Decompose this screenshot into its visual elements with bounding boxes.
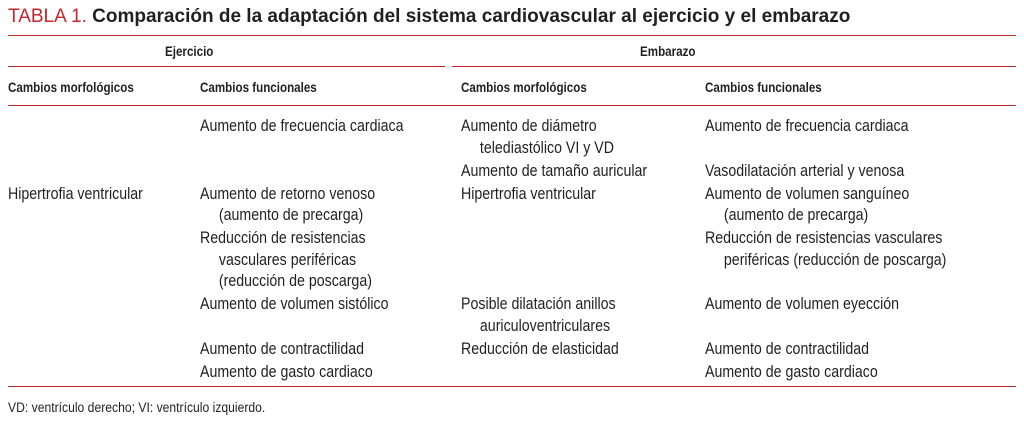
- cell-line: Hipertrofia ventricular: [461, 184, 596, 203]
- cell-line: Vasodilatación arterial y venosa: [705, 161, 905, 180]
- table-cell-ej-func: [200, 116, 404, 138]
- table-footnote: VD: ventrículo derecho; VI: ventrículo izquierdo.: [8, 400, 266, 415]
- cell-line: Reducción de resistencias: [200, 229, 366, 247]
- column-header-ejercicio-morfologicos: Cambios morfológicos: [8, 80, 134, 95]
- cell-line: Aumento de gasto cardiaco: [705, 362, 878, 381]
- cell-line: Aumento de diámetro: [461, 117, 597, 135]
- cell-line: periféricas (reducción de poscarga): [723, 250, 947, 269]
- cell-line: Aumento de frecuencia cardiaca: [200, 117, 404, 135]
- cell-line: (aumento de precarga): [218, 206, 364, 224]
- table-cell-em-morf: [461, 116, 614, 159]
- table-cell-ej-func: [200, 228, 372, 293]
- header-rule: [8, 105, 1016, 106]
- table-cell-ej-func: [200, 294, 389, 316]
- table-caption: [8, 6, 850, 28]
- cell-line: Aumento de volumen eyección: [705, 295, 900, 313]
- group-header-ejercicio: Ejercicio: [165, 44, 214, 59]
- table-cell-em-func: [705, 294, 899, 316]
- top-rule: [8, 35, 1016, 36]
- cell-line: Aumento de tamaño auricular: [461, 161, 648, 180]
- table-cell-ej-func: [200, 362, 373, 384]
- table-cell-em-func: [705, 228, 946, 271]
- group-header-embarazo: Embarazo: [640, 44, 696, 59]
- group-rule-ejercicio: [8, 66, 445, 67]
- cell-line: (reducción de poscarga): [218, 272, 372, 290]
- table-cell-ej-func: [200, 339, 364, 361]
- column-header-ejercicio-funcionales: Cambios funcionales: [200, 80, 317, 95]
- cell-line: Aumento de gasto cardiaco: [200, 362, 373, 381]
- cell-line: telediastólico VI y VD: [479, 138, 614, 157]
- table-cell-ej-morf: [8, 184, 143, 206]
- cell-line: (aumento de precarga): [723, 206, 869, 224]
- cell-line: Aumento de frecuencia cardiaca: [705, 117, 909, 135]
- cell-line: Posible dilatación anillos: [461, 295, 616, 313]
- cell-line: Reducción de resistencias vasculares: [705, 229, 943, 247]
- cell-line: Aumento de contractilidad: [200, 339, 365, 358]
- table-cell-em-func: [705, 362, 878, 384]
- table-cell-em-func: [705, 161, 904, 183]
- table-cell-em-morf: [461, 184, 596, 206]
- table-title: Comparación de la adaptación del sistema cardiovascular al ejercicio y el embarazo: [92, 6, 851, 27]
- table-number: TABLA 1.: [8, 6, 87, 27]
- group-rule-embarazo: [452, 66, 1016, 67]
- cell-line: Aumento de volumen sanguíneo: [705, 184, 910, 203]
- column-header-embarazo-funcionales: Cambios funcionales: [705, 80, 822, 95]
- cell-line: Aumento de volumen sistólico: [200, 295, 389, 313]
- table-cell-ej-func: [200, 184, 375, 227]
- table-cell-em-func: [705, 339, 869, 361]
- table-cell-em-morf: [461, 161, 647, 183]
- cell-line: auriculoventriculares: [479, 316, 611, 335]
- cell-line: vasculares periféricas: [218, 250, 357, 269]
- table-cell-em-func: [705, 116, 909, 138]
- cell-line: Aumento de retorno venoso: [200, 184, 376, 203]
- cell-line: Reducción de elasticidad: [461, 339, 619, 358]
- cell-line: Hipertrofia ventricular: [8, 184, 143, 203]
- table-cell-em-morf: [461, 339, 619, 361]
- cell-line: Aumento de contractilidad: [705, 339, 870, 358]
- table-cell-em-func: [705, 184, 909, 227]
- bottom-rule: [8, 386, 1016, 387]
- table-cell-em-morf: [461, 294, 616, 337]
- column-header-embarazo-morfologicos: Cambios morfológicos: [461, 80, 587, 95]
